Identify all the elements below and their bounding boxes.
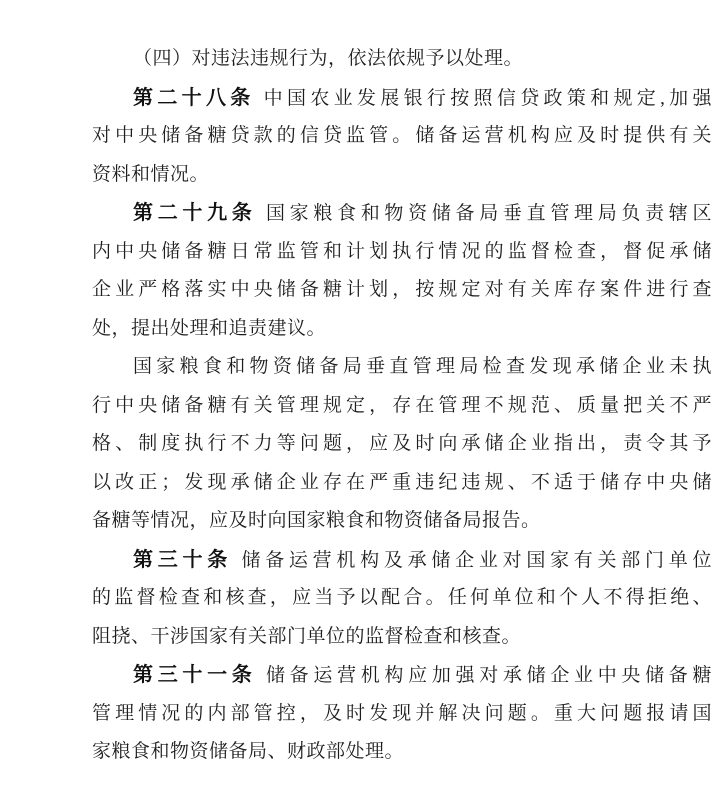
document-line [92, 579, 712, 618]
line-text: 以改正；发现承储企业存在严重违纪违规、不适于储存中央储 [92, 471, 712, 493]
line-text: 内中央储备糖日常监管和计划执行情况的监督检查，督促承储 [92, 240, 712, 262]
document-line [92, 618, 712, 657]
document-line [92, 733, 712, 772]
document-line [92, 464, 712, 503]
document-line [92, 40, 712, 79]
document-line [92, 79, 712, 118]
document-line [92, 387, 712, 426]
article-number: 第三十条 [133, 548, 232, 571]
article-number: 第三十一条 [133, 664, 257, 686]
document-line [92, 310, 712, 349]
article-number: 第二十九条 [133, 202, 257, 224]
document-line [92, 656, 712, 695]
line-text: 备糖等情况，应及时向国家粮食和物资储备局报告。 [92, 510, 541, 531]
line-text: 行中央储备糖有关管理规定，存在管理不规范、质量把关不严 [92, 394, 712, 416]
document-line [92, 117, 712, 156]
document-line [92, 156, 712, 195]
line-text: 家粮食和物资储备局、财政部处理。 [92, 741, 405, 762]
line-text: 储备运营机构及承储企业对国家有关部门单位 [231, 549, 712, 571]
line-text: 格、制度执行不力等问题，应及时向承储企业指出，责令其予 [92, 433, 712, 454]
document-line [92, 233, 712, 272]
line-text: 国家粮食和物资储备局垂直管理局检查发现承储企业未执 [133, 356, 712, 377]
document-line [92, 695, 712, 734]
line-text: 的监督检查和核查，应当予以配合。任何单位和个人不得拒绝、 [92, 587, 712, 608]
line-text: 对中央储备糖贷款的信贷监管。储备运营机构应及时提供有关 [92, 125, 712, 146]
line-text: 企业严格落实中央储备糖计划，按规定对有关库存案件进行查 [92, 279, 712, 300]
line-text: （四）对违法违规行为，依法依规予以处理。 [133, 48, 524, 69]
article-number: 第二十八条 [133, 86, 255, 109]
document-line [92, 541, 712, 580]
line-text: 阻挠、干涉国家有关部门单位的监督检查和核查。 [92, 625, 522, 647]
line-text: 处，提出处理和追责建议。 [92, 317, 327, 339]
document-body [92, 40, 712, 772]
line-text: 资料和情况。 [92, 163, 210, 185]
line-text: 中国农业发展银行按照信贷政策和规定,加强 [254, 87, 712, 109]
line-text: 国家粮食和物资储备局垂直管理局负责辖区 [256, 203, 712, 224]
document-line [92, 271, 712, 310]
line-text: 储备运营机构应加强对承储企业中央储备糖 [256, 665, 712, 686]
document-line [92, 194, 712, 233]
line-text: 管理情况的内部管控，及时发现并解决问题。重大问题报请国 [92, 702, 712, 724]
document-line [92, 502, 712, 541]
document-line [92, 425, 712, 464]
document-line [92, 348, 712, 387]
